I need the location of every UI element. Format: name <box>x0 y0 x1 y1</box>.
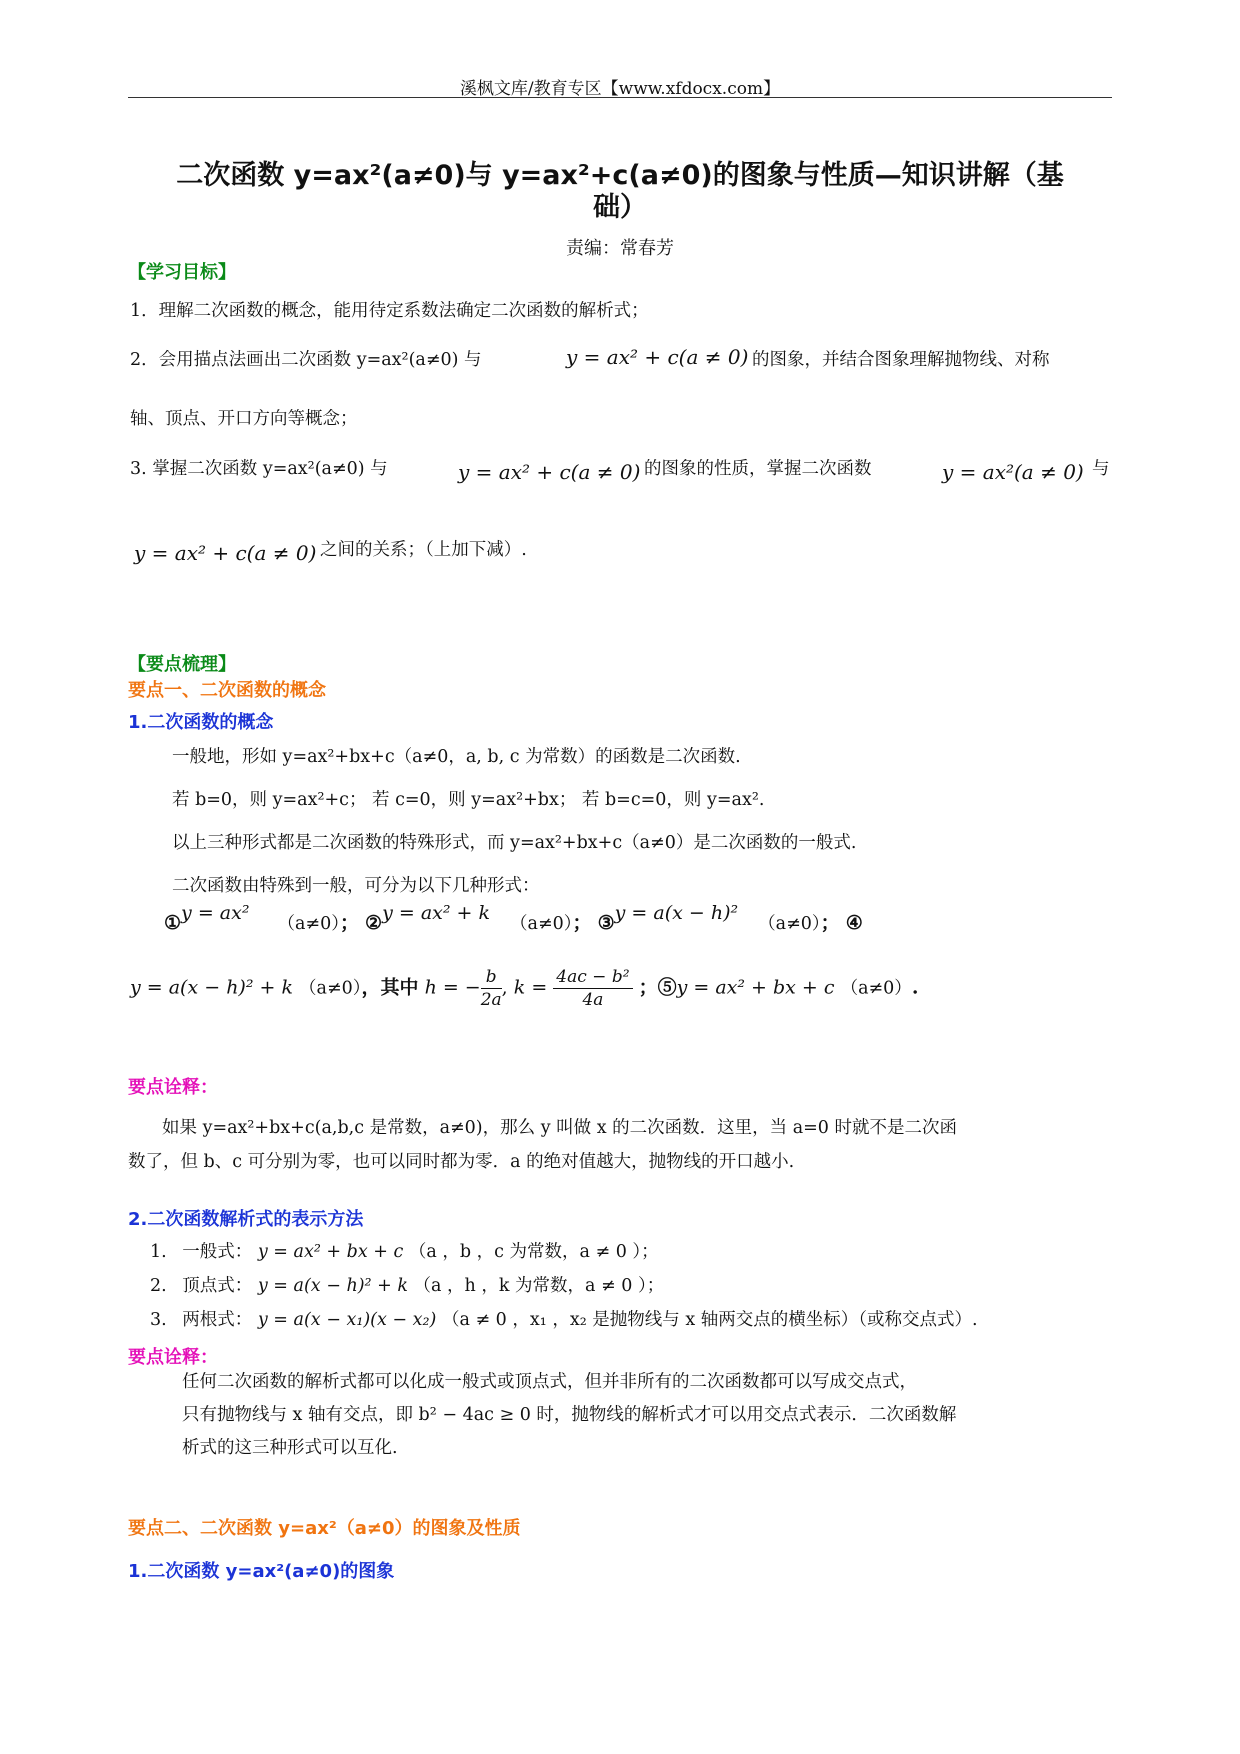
subsection-2-heading: 2.二次函数解析式的表示方法 <box>128 1209 364 1230</box>
k-numerator: 4ac − b² <box>553 966 632 989</box>
note-2-line-1: 任何二次函数的解析式都可以化成一般式或顶点式，但并非所有的二次函数都可以写成交点式， <box>182 1372 917 1392</box>
header-divider <box>128 97 1112 98</box>
k-denominator: 4a <box>582 990 604 1010</box>
formula-yax2c: y = ax² + c(a ≠ 0) <box>458 460 641 484</box>
k-lhs: k = <box>513 976 548 999</box>
k-fraction <box>553 966 632 1011</box>
separator: ； <box>572 912 592 934</box>
forms-line-2: y = a(x − h)² + k （a≠0），其中 h = − $\frac{b}{2a}$ , k = $\frac{\text{4ac − b²}}{4a}$ ；⑤y = ax² + bx + c （a≠0）. <box>130 967 919 1010</box>
page-header: 溪枫文库/教育专区【www.xfdocx.com】 <box>459 79 781 99</box>
note-2-line-2: 只有抛物线与 x 轴有交点，即 b² − 4ac ≥ 0 时，抛物线的解析式才可以用交点式表示．二次函数解 <box>182 1405 957 1425</box>
goal-item-1: 1．理解二次函数的概念，能用待定系数法确定二次函数的解析式； <box>130 301 649 321</box>
goals-heading: 【学习目标】 <box>128 262 236 283</box>
section-2-heading: 要点二、二次函数 y=ax²（a≠0）的图象及性质 <box>128 1518 521 1539</box>
title-line-1: 二次函数 y=ax²(a≠0)与 y=ax²+c(a≠0)的图象与性质—知识讲解（基 <box>176 160 1064 191</box>
expr-2-label: 顶点式： <box>182 1276 253 1296</box>
formula-yax2c: y = ax² + c(a ≠ 0) <box>566 345 749 369</box>
form-3-condition: （a≠0） <box>758 914 821 934</box>
circled-2: ② <box>365 912 383 934</box>
expr-1-formula: y = ax² + bx + c <box>257 1242 404 1262</box>
circled-3: ③ <box>597 912 615 934</box>
paragraph-general-form: 以上三种形式都是二次函数的特殊形式，而 y=ax²+bx+c（a≠0）是二次函数的一般式. <box>172 833 857 853</box>
points-heading: 【要点梳理】 <box>128 654 236 675</box>
goal-item-3-text-d: 之间的关系；（上加下减）. <box>320 540 527 560</box>
form-2-condition: （a≠0） <box>510 914 573 934</box>
section-1-heading: 要点一、二次函数的概念 <box>128 680 326 701</box>
form-4-condition: （a≠0） <box>299 978 362 999</box>
author-line: 责编：常春芳 <box>566 238 674 259</box>
circled-4: ④ <box>845 912 863 934</box>
expr-2-formula: y = a(x − h)² + k <box>257 1276 408 1296</box>
formula-yax2: y = ax²(a ≠ 0) <box>942 460 1084 484</box>
goal-item-3-text-b: 的图象的性质，掌握二次函数 <box>644 459 872 479</box>
expr-1-number: 1. <box>150 1242 167 1262</box>
goal-item-2-text-b: 的图象，并结合图象理解抛物线、对称 <box>752 350 1050 370</box>
document-title <box>150 160 1090 224</box>
h-fraction <box>481 966 502 1011</box>
paragraph-forms-intro: 二次函数由特殊到一般，可分为以下几种形式： <box>172 876 540 896</box>
form-end: . <box>911 976 919 999</box>
expr-3-label: 两根式： <box>182 1310 253 1330</box>
expr-1-condition: （a ，b ，c 为常数，a ≠ 0 ）； <box>408 1242 659 1262</box>
expr-2-condition: （a ，h ，k 为常数，a ≠ 0 ）； <box>413 1276 665 1296</box>
goal-item-3-text-a: 3. 掌握二次函数 y=ax²(a≠0) 与 <box>130 459 388 479</box>
note-1-line-1: 如果 y=ax²+bx+c(a,b,c 是常数，a≠0)，那么 y 叫做 x 的二次函数．这里，当 a=0 时就不是二次函 <box>162 1118 958 1138</box>
circled-1: ① <box>164 912 182 934</box>
separator: ； <box>339 912 359 934</box>
expr-row-2 <box>150 1272 664 1297</box>
expr-row-1 <box>150 1238 659 1263</box>
form-3-formula: y = a(x − h)² <box>614 902 739 924</box>
h-numerator: b <box>481 966 502 989</box>
expr-3-number: 3. <box>150 1310 167 1330</box>
goal-item-2-text-c: 轴、顶点、开口方向等概念； <box>130 409 358 429</box>
note-1-line-2: 数了，但 b、c 可分别为零，也可以同时都为零．a 的绝对值越大，抛物线的开口越小. <box>128 1152 795 1172</box>
form-1-condition: （a≠0） <box>277 914 340 934</box>
form-4-formula: y = a(x − h)² + k <box>130 976 293 999</box>
circled-5: ⑤ <box>657 976 677 999</box>
subsection-3-heading: 1.二次函数 y=ax²(a≠0)的图象 <box>128 1561 395 1582</box>
goal-item-3-text-c: 与 <box>1092 459 1110 479</box>
where-label: ，其中 <box>361 976 419 999</box>
separator: ； <box>820 912 840 934</box>
expr-row-3 <box>150 1306 978 1331</box>
note-2-label: 要点诠释： <box>128 1347 218 1368</box>
expr-3-formula: y = a(x − x₁)(x − x₂) <box>257 1310 437 1330</box>
paragraph-special-cases: 若 b=0，则 y=ax²+c； 若 c=0，则 y=ax²+bx； 若 b=c=0，则 y=ax². <box>172 790 765 810</box>
expr-3-condition: （a ≠ 0 ，x₁ ，x₂ 是抛物线与 x 轴两交点的横坐标）（或称交点式）. <box>441 1310 978 1330</box>
note-2-line-3: 析式的这三种形式可以互化. <box>182 1438 398 1458</box>
formula-yax2c: y = ax² + c(a ≠ 0) <box>134 541 317 565</box>
h-denominator: 2a <box>480 990 502 1010</box>
form-5-formula: y = ax² + bx + c <box>676 976 835 999</box>
h-lhs: h = − <box>424 976 481 999</box>
expr-2-number: 2. <box>150 1276 167 1296</box>
form-1-formula: y = ax² <box>181 902 250 924</box>
forms-line-1 <box>164 902 863 935</box>
note-1-label: 要点诠释： <box>128 1077 218 1098</box>
title-line-2: 础） <box>593 192 647 223</box>
form-2-formula: y = ax² + k <box>382 902 490 924</box>
separator: ； <box>638 976 658 999</box>
goal-item-2-text-a: 2．会用描点法画出二次函数 y=ax²(a≠0) 与 <box>130 350 482 370</box>
form-5-condition: （a≠0） <box>840 978 912 999</box>
paragraph-definition: 一般地，形如 y=ax²+bx+c（a≠0，a, b, c 为常数）的函数是二次函数. <box>172 747 741 767</box>
subsection-1-heading: 1.二次函数的概念 <box>128 712 274 733</box>
expr-1-label: 一般式： <box>182 1242 253 1262</box>
